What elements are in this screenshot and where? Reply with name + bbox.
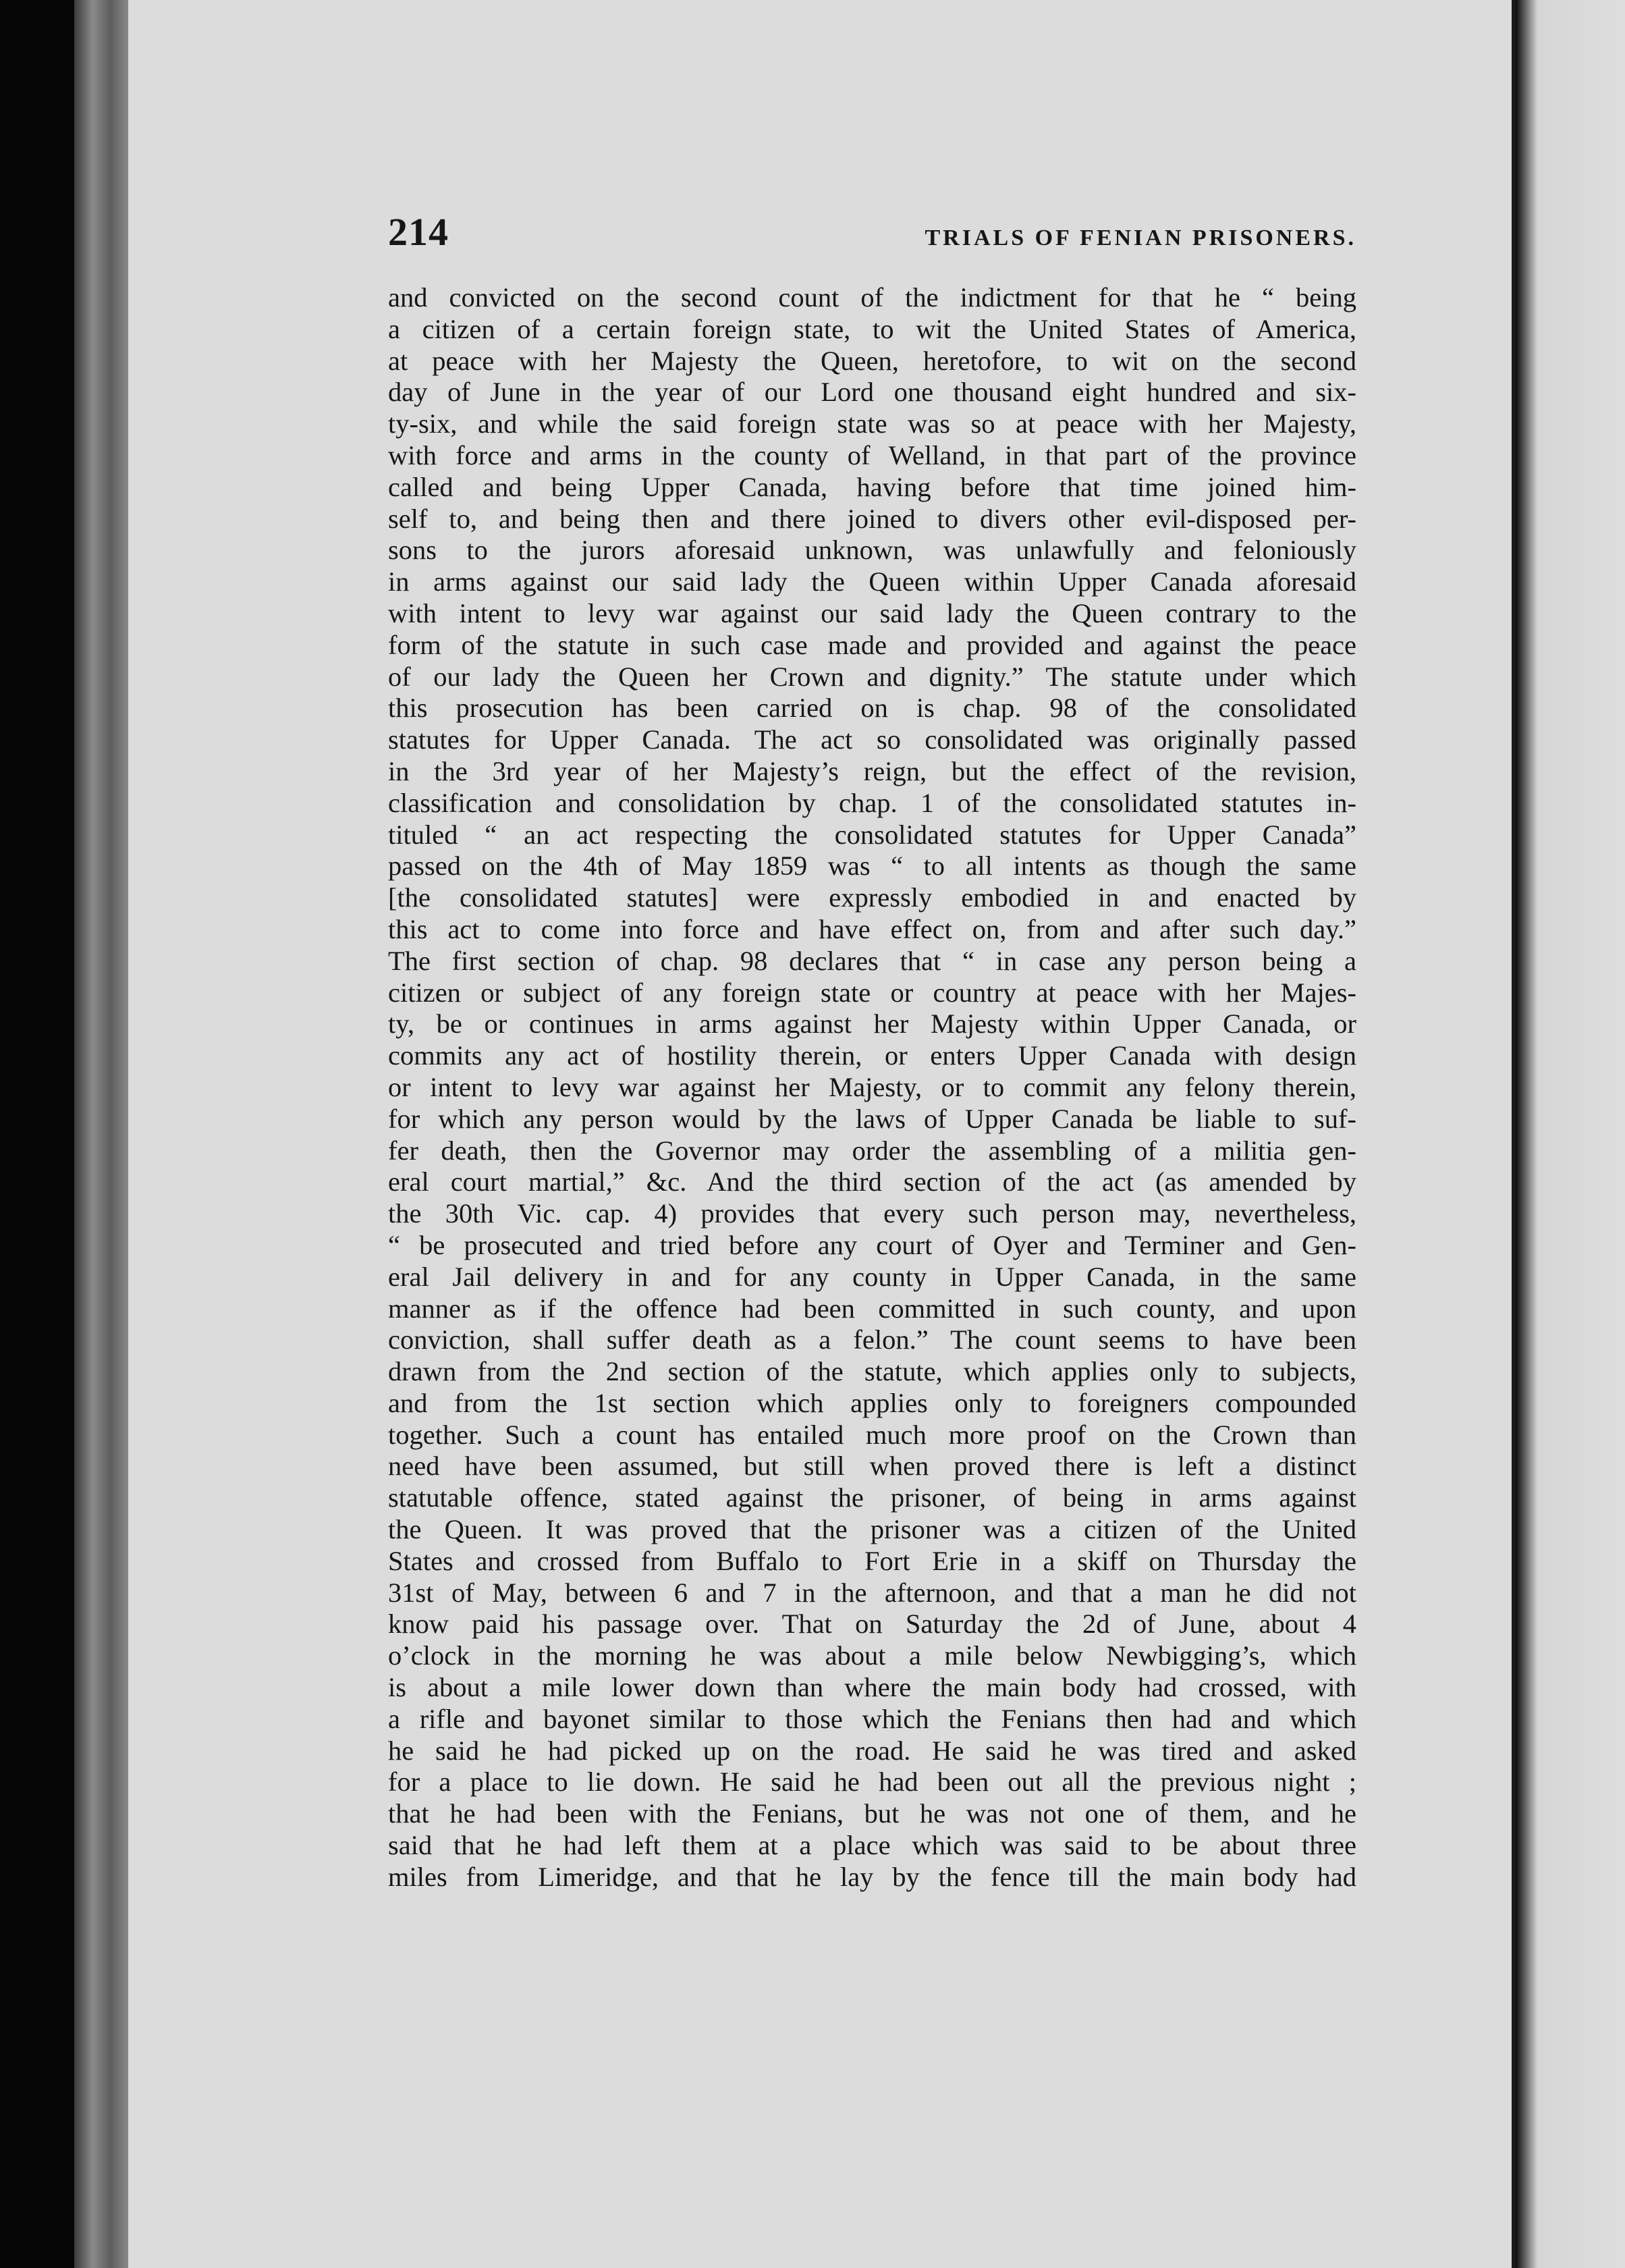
text-line: conviction, shall suffer death as a felon.” The count seems to have been [388, 1324, 1356, 1355]
text-line: need have been assumed, but still when proved there is left a distinct [388, 1451, 1356, 1482]
text-line: called and being Upper Canada, having before that time joined him- [388, 471, 1356, 502]
text-line: together. Such a count has entailed much more proof on the Crown than [388, 1419, 1356, 1450]
text-line: miles from Limeridge, and that he lay by the fence till the main body had [388, 1861, 1356, 1892]
page-number: 214 [388, 210, 449, 254]
text-line: “ be prosecuted and tried before any court of Oyer and Terminer and Gen- [388, 1229, 1356, 1260]
text-line: in arms against our said lady the Queen within Upper Canada aforesaid [388, 566, 1356, 597]
text-line: o’clock in the morning he was about a mile below Newbigging’s, which [388, 1640, 1356, 1671]
running-head: TRIALS OF FENIAN PRISONERS. [925, 225, 1356, 250]
text-line: drawn from the 2nd section of the statute, which applies only to subjects, [388, 1356, 1356, 1387]
text-line: manner as if the offence had been committed in such county, and upon [388, 1293, 1356, 1324]
text-line: said that he had left them at a place which was said to be about three [388, 1830, 1356, 1861]
text-line: the Queen. It was proved that the prisoner was a citizen of the United [388, 1514, 1356, 1545]
page-header [388, 209, 1356, 270]
text-line: [the consolidated statutes] were expressly embodied in and enacted by [388, 882, 1356, 913]
text-line: citizen or subject of any foreign state or country at peace with her Majes- [388, 977, 1356, 1008]
text-line: know paid his passage over. That on Saturday the 2d of June, about 4 [388, 1609, 1356, 1640]
text-line: statutable offence, stated against the prisoner, of being in arms against [388, 1482, 1356, 1513]
text-line: and convicted on the second count of the indictment for that he “ being [388, 282, 1356, 313]
text-line: fer death, then the Governor may order the assembling of a militia gen- [388, 1135, 1356, 1166]
text-line: tituled “ an act respecting the consolidated statutes for Upper Canada” [388, 819, 1356, 850]
text-line: eral court martial,” &c. And the third section of the act (as amended by [388, 1166, 1356, 1197]
text-line: at peace with her Majesty the Queen, heretofore, to wit on the second [388, 345, 1356, 376]
text-line: statutes for Upper Canada. The act so consolidated was originally passed [388, 724, 1356, 755]
text-line: with force and arms in the county of Welland, in that part of the province [388, 439, 1356, 470]
text-line: a rifle and bayonet similar to those which the Fenians then had and which [388, 1703, 1356, 1734]
text-line: form of the statute in such case made and provided and against the peace [388, 629, 1356, 660]
text-line: a citizen of a certain foreign state, to wit the United States of America, [388, 313, 1356, 344]
text-line: self to, and being then and there joined to divers other evil-disposed per- [388, 503, 1356, 534]
text-line: passed on the 4th of May 1859 was “ to all intents as though the same [388, 850, 1356, 882]
text-line: day of June in the year of our Lord one thousand eight hundred and six- [388, 377, 1356, 408]
text-line: that he had been with the Fenians, but he was not one of them, and he [388, 1798, 1356, 1829]
text-line: this prosecution has been carried on is chap. 98 of the consolidated [388, 693, 1356, 724]
text-line: eral Jail delivery in and for any county in Upper Canada, in the same [388, 1261, 1356, 1292]
text-line: he said he had picked up on the road. He said he was tired and asked [388, 1735, 1356, 1766]
text-line: States and crossed from Buffalo to Fort Erie in a skiff on Thursday the [388, 1545, 1356, 1576]
text-line: of our lady the Queen her Crown and dignity.” The statute under which [388, 661, 1356, 692]
text-line: is about a mile lower down than where the main body had crossed, with [388, 1672, 1356, 1703]
text-line: sons to the jurors aforesaid unknown, was unlawfully and feloniously [388, 535, 1356, 566]
text-line: with intent to levy war against our said lady the Queen contrary to the [388, 597, 1356, 628]
text-line: 31st of May, between 6 and 7 in the afternoon, and that a man he did not [388, 1577, 1356, 1608]
text-line: for which any person would by the laws of Upper Canada be liable to suf- [388, 1103, 1356, 1134]
text-line: the 30th Vic. cap. 4) provides that every such person may, nevertheless, [388, 1198, 1356, 1229]
body-text [388, 282, 1356, 1893]
text-line: this act to come into force and have effect on, from and after such day.” [388, 913, 1356, 944]
text-line: in the 3rd year of her Majesty’s reign, but the effect of the revision, [388, 755, 1356, 786]
facing-page-edge [1516, 0, 1625, 2268]
text-line: classification and consolidation by chap. 1 of the consolidated statutes in- [388, 787, 1356, 818]
page-content [388, 209, 1356, 1893]
text-line: The first section of chap. 98 declares that “ in case any person being a [388, 945, 1356, 976]
text-line: or intent to levy war against her Majesty, or to commit any felony therein, [388, 1071, 1356, 1102]
text-line: commits any act of hostility therein, or enters Upper Canada with design [388, 1040, 1356, 1071]
text-line: ty-six, and while the said foreign state was so at peace with her Majesty, [388, 408, 1356, 439]
book-page-edges [74, 0, 135, 2268]
text-line: for a place to lie down. He said he had been out all the previous night ; [388, 1766, 1356, 1798]
text-line: and from the 1st section which applies only to foreigners compounded [388, 1387, 1356, 1418]
text-line: ty, be or continues in arms against her Majesty within Upper Canada, or [388, 1008, 1356, 1040]
